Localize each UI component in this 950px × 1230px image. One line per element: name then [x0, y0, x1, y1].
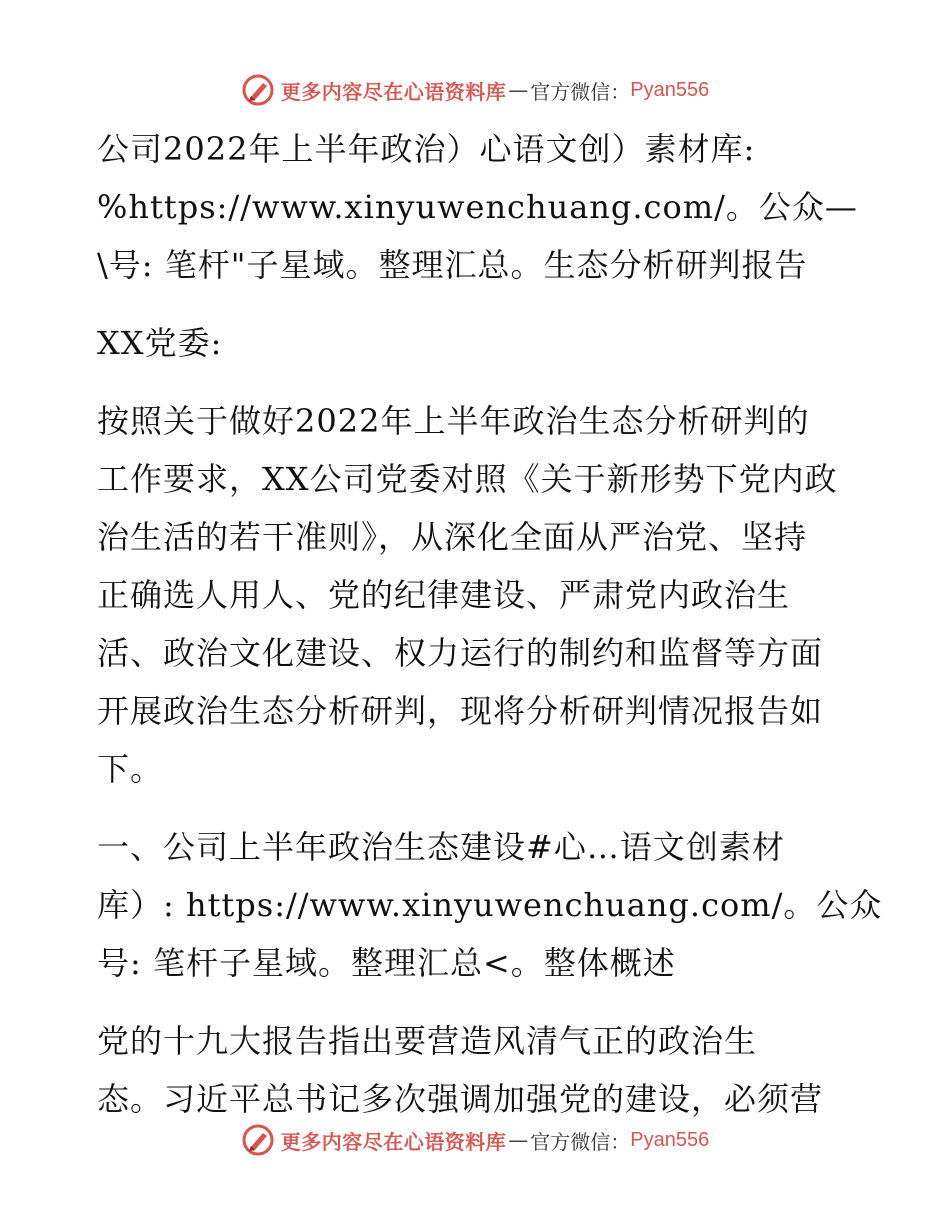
watermark-dash: —	[508, 1128, 529, 1152]
title-line: 公司2022年上半年政治）心语文创）素材库:	[97, 130, 756, 168]
watermark-wechat-id: Pyan556	[630, 78, 710, 101]
paragraph-line: 按照关于做好2022年上半年政治生态分析研判的	[97, 402, 810, 440]
section-heading-line: 库）: https://www.xinyuwenchuang.com/。公众	[97, 886, 883, 924]
paragraph-line: 开展政治生态分析研判，现将分析研判情况报告如	[97, 692, 824, 730]
paragraph-line: 党的十九大报告指出要营造风清气正的政治生	[97, 1022, 758, 1060]
watermark-wechat-label: 官方微信：	[530, 79, 631, 104]
watermark-footer	[0, 1120, 950, 1160]
watermark-wechat-label: 官方微信：	[530, 1129, 631, 1154]
watermark-wechat-id: Pyan556	[630, 1128, 710, 1151]
section-heading-line: 号: 笔杆子星域。整理汇总<。整体概述	[97, 944, 676, 982]
pen-logo-icon	[241, 1123, 275, 1157]
watermark-site-name: 更多内容尽在心语资料库	[280, 79, 507, 104]
pen-logo-icon	[241, 73, 275, 107]
document-body	[97, 120, 883, 1128]
watermark-header	[0, 70, 950, 110]
watermark-dash: —	[508, 78, 529, 102]
watermark-site-name: 更多内容尽在心语资料库	[280, 1129, 507, 1154]
title-line: %https://www.xinyuwenchuang.com/。公众—	[97, 188, 858, 226]
paragraph-line: 治生活的若干准则》，从深化全面从严治党、坚持	[97, 518, 808, 556]
paragraph-line: 态。习近平总书记多次强调加强党的建设，必须营	[97, 1080, 824, 1118]
paragraph-line: 活、政治文化建设、权力运行的制约和监督等方面	[97, 634, 824, 672]
title-line: \号: 笔杆"子星域。整理汇总。生态分析研判报告	[97, 246, 808, 284]
salutation-line: XX党委:	[97, 324, 223, 362]
paragraph-line: 正确选人用人、党的纪律建设、严肃党内政治生	[97, 576, 791, 614]
paragraph-line: 下。	[97, 750, 164, 788]
paragraph-line: 工作要求，XX公司党委对照《关于新形势下党内政	[97, 460, 838, 498]
section-heading-line: 一、公司上半年政治生态建设#心…语文创素材	[97, 828, 785, 866]
